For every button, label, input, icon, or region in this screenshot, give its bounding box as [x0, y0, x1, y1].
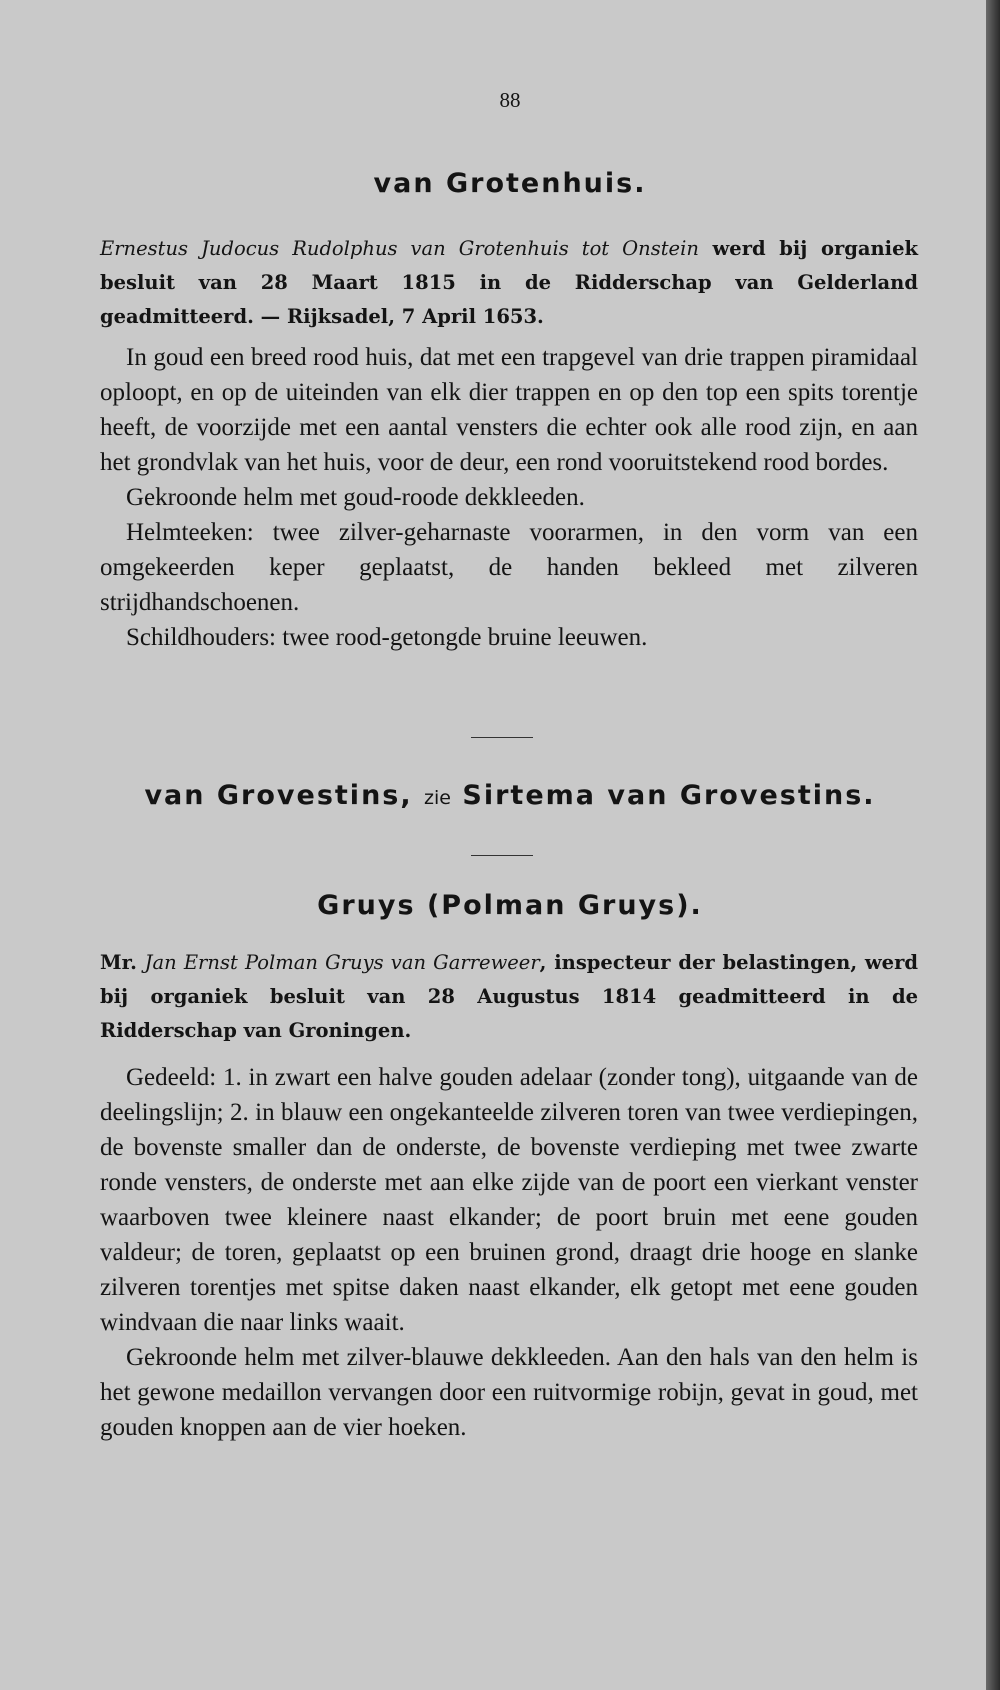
paragraph-shield: In goud een breed rood huis, dat met een trapgevel van drie trappen piramidaal oploopt, en op de uiteinden van elk dier trappen en op den top een spits torentje heeft, de voorzijde met een aantal vensters die echter ook alle rood zijn, en aan het grondvlak van het huis, voor de deur, een rond vooruitstekend rood bordes.: [100, 344, 918, 476]
section-divider: [471, 737, 533, 738]
section-divider: [471, 855, 533, 856]
heading-van-grotenhuis: van Grotenhuis.: [373, 168, 647, 199]
page-edge-shadow: [986, 0, 1000, 1690]
paragraph-gedeeld: Gedeeld: 1. in zwart een halve gouden adelaar (zonder tong), uitgaande van de deelingslijn; 2. in blauw een ongekanteelde zilveren toren van twee verdiepingen, de bovenste smaller dan de onderste, de bovenste verdieping met twee zwarte ronde vensters, de onderste met aan elke zijde van de poort een vierkant venster waarboven twee kleinere naast elkander; de poort bruin met eene gouden valdeur; de toren, geplaatst op een bruinen grond, draagt drie hooge en slanke zilveren torentjes met spitse daken naast elkander, elk getopt met eene gouden windvaan die naar links waait.: [100, 1064, 918, 1336]
heading-grovestins-part1: van Grovestins,: [144, 780, 413, 811]
intro-gruys-name: Jan Ernst Polman Gruys van Garreweer: [144, 951, 540, 974]
heading-grovestins-zie: zie: [424, 787, 451, 809]
paragraph-helm-gruys: Gekroonde helm met zilver-blauwe dekkleeden. Aan den hals van den helm is het gewone medaillon vervangen door een ruitvormige robijn, gevat in goud, met gouden knoppen aan de vier hoeken.: [100, 1344, 918, 1441]
description-grotenhuis: [100, 340, 918, 655]
intro-grotenhuis-rest: werd bij organiek besluit van 28 Maart 1815 in de Ridderschap van Gelderland geadmitteerd. — Rijksadel, 7 April 1653.: [100, 237, 918, 328]
intro-gruys-rest: , inspecteur der belastingen, werd bij organiek besluit van 28 Augustus 1814 geadmitteerd in de Ridderschap van Groningen.: [100, 951, 918, 1042]
intro-gruys: [100, 946, 918, 1048]
page-number: 88: [499, 88, 521, 112]
description-gruys: [100, 1060, 918, 1445]
intro-grotenhuis: [100, 232, 918, 334]
heading-van-grovestins: [0, 780, 1000, 811]
paragraph-helm: Gekroonde helm met goud-roode dekkleeden.: [126, 484, 585, 511]
intro-gruys-prefix: Mr.: [100, 951, 145, 974]
intro-grotenhuis-name: Ernestus Judocus Rudolphus van Grotenhuis tot Onstein: [100, 237, 699, 260]
paragraph-helmteeken: Helmteeken: twee zilver-geharnaste voorarmen, in den vorm van een omgekeerden keper geplaatst, de handen bekleed met zilveren strijdhandschoenen.: [100, 519, 918, 616]
heading-grovestins-part2: Sirtema van Grovestins.: [462, 780, 876, 811]
heading-gruys: Gruys (Polman Gruys).: [317, 890, 703, 921]
paragraph-schildhouders: Schildhouders: twee rood-getongde bruine leeuwen.: [126, 624, 648, 651]
